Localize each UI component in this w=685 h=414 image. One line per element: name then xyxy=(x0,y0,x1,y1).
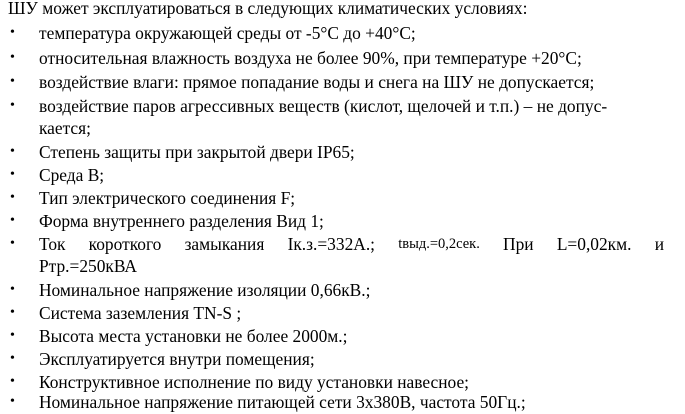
list-item-text: воздействие влаги: прямое попадание воды и снега на ШУ не допускается; xyxy=(39,72,595,92)
bullet-icon: • xyxy=(10,374,15,389)
transformer-power: Ртр.=250кВА xyxy=(39,256,137,276)
list-item-text: Система заземления TN-S ; xyxy=(39,303,242,323)
list-item-text: Номинальное напряжение изоляции 0,66кВ.; xyxy=(39,280,371,300)
bullet-icon: • xyxy=(10,98,15,113)
section-intro: ШУ может эксплуатироваться в следующих климатических условиях: xyxy=(8,0,528,18)
list-item-text: Номинальное напряжение питающей сети 3х380В, частота 50Гц.; xyxy=(39,392,526,412)
word: При xyxy=(503,234,534,254)
bullet-icon: • xyxy=(10,213,15,228)
disconnect-time: tвыд.=0,2сек. xyxy=(398,236,480,252)
bullet-icon: • xyxy=(10,25,15,40)
list-item-text: Высота места установки не более 2000м.; xyxy=(39,326,348,346)
word: короткого xyxy=(88,234,162,254)
word: и xyxy=(654,234,664,254)
bullet-icon: • xyxy=(10,190,15,205)
bullet-icon: • xyxy=(10,144,15,159)
bullet-icon: • xyxy=(10,394,15,409)
cable-length: L=0,02км. xyxy=(556,234,632,254)
list-item-text: Степень защиты при закрытой двери IP65; xyxy=(39,142,355,162)
bullet-icon: • xyxy=(10,167,15,182)
bullet-icon: • xyxy=(10,74,15,89)
bullet-icon: • xyxy=(10,351,15,366)
word: замыкания xyxy=(184,234,265,254)
list-item-text: относительная влажность воздуха не более 90%, при температуре +20°С; xyxy=(39,48,582,68)
bullet-icon: • xyxy=(10,328,15,343)
list-item-text: воздействие паров агрессивных веществ (кислот, щелочей и т.п.) – не допус- xyxy=(39,96,608,116)
list-item-text: температура окружающей среды от -5°С до +40°С; xyxy=(39,23,416,43)
bullet-icon: • xyxy=(10,305,15,320)
bullet-icon: • xyxy=(10,236,15,251)
word: Ток xyxy=(39,234,66,254)
list-item-text: Эксплуатируется внутри помещения; xyxy=(39,349,315,369)
list-item-text: кается; xyxy=(39,118,91,138)
bullet-icon: • xyxy=(10,50,15,65)
list-item-text: Тип электрического соединения F; xyxy=(39,188,296,208)
list-item-text: Форма внутреннего разделения Вид 1; xyxy=(39,211,324,231)
short-circuit-line xyxy=(39,233,664,255)
list-item-text: Конструктивное исполнение по виду установки навесное; xyxy=(39,372,470,392)
bullet-icon: • xyxy=(10,282,15,297)
short-circuit-current: Iк.з.=332А.; xyxy=(287,234,375,254)
list-item-text: Среда В; xyxy=(39,165,105,185)
